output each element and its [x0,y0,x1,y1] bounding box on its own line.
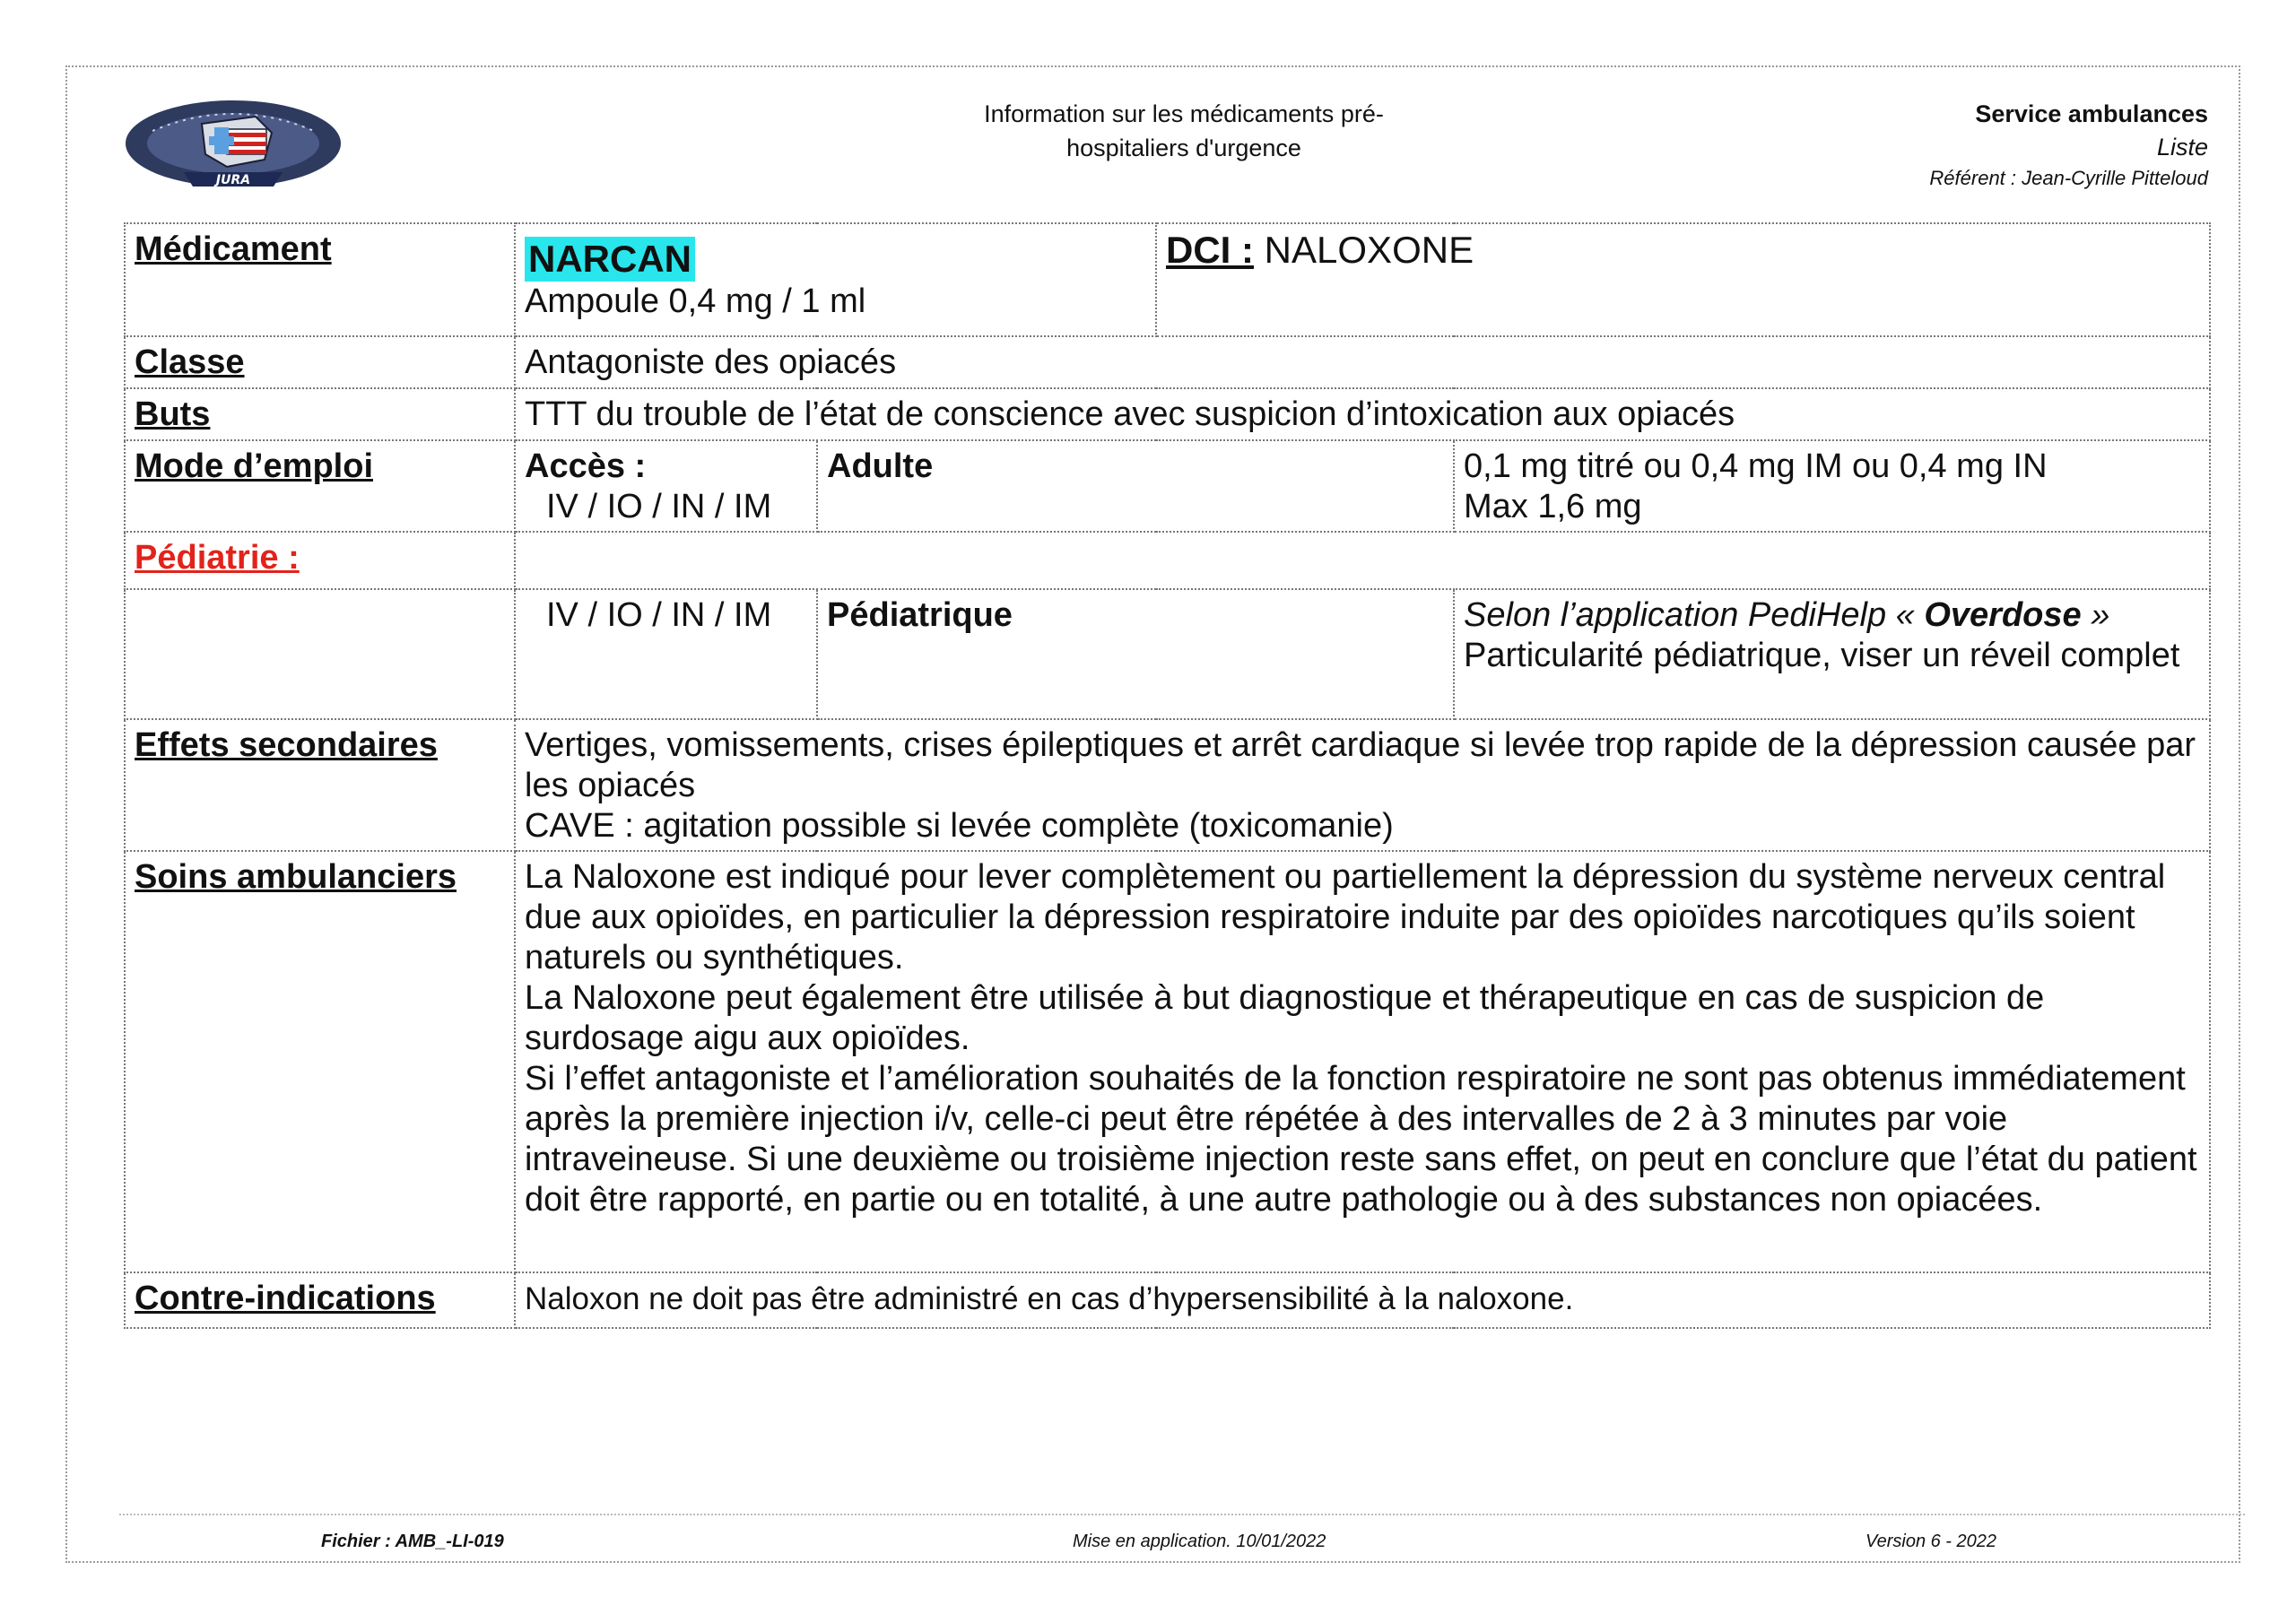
adult-max: Max 1,6 mg [1464,488,1642,525]
contre-indications-value: Naloxon ne doit pas être administré en cas d’hypersensibilité à la naloxone. [515,1272,2210,1328]
buts-label: Buts [135,395,211,433]
drug-name-highlight: NARCAN [525,237,695,282]
mode-emploi-label: Mode d’emploi [135,447,373,485]
document-type: Liste [2156,134,2208,161]
row-effets [125,719,2210,851]
ped-note: Particularité pédiatrique, viser un réveil complet [1464,637,2180,674]
title-line-1: Information sur les médicaments pré- [984,100,1384,127]
adult-dose-cell [1454,440,2210,532]
drug-form: Ampoule 0,4 mg / 1 ml [525,282,866,320]
row-pediatrie [125,589,2210,719]
drug-info-table [124,222,2211,1329]
service-info [1670,97,2208,194]
ped-pedihelp-ref: Selon l’application PediHelp « Overdose » [1464,596,2110,634]
ped-acces-cell [515,589,817,719]
medicament-name-cell [515,223,1156,336]
acces-cell [515,440,817,532]
footer-divider [119,1514,2245,1515]
acces-routes: IV / IO / IN / IM [546,488,772,525]
classe-label: Classe [135,343,245,381]
soins-cell [515,851,2210,1272]
referent: Référent : Jean-Cyrille Pitteloud [1929,167,2208,189]
document-title [915,97,1453,165]
ped-overdose-keyword: Overdose [1924,596,2082,634]
title-line-2: hospitaliers d'urgence [1066,135,1301,161]
effets-cell [515,719,2210,851]
soins-paragraph-2: La Naloxone peut également être utilisée à but diagnostique et thérapeutique en cas de suspicion de surdosage aigu aux opioïdes. [525,979,2045,1057]
jura-rescue-logo [121,97,345,195]
ped-label: Pédiatrique [817,589,1454,719]
row-contre-indications [125,1272,2210,1328]
ped-dose-cell [1454,589,2210,719]
pediatrie-empty-cell [515,532,2210,589]
footer-file: Fichier : AMB_-LI-019 [321,1532,504,1551]
effets-label: Effets secondaires [135,726,438,764]
row-soins [125,851,2210,1272]
classe-value: Antagoniste des opiacés [515,336,2210,388]
row-buts [125,388,2210,440]
adult-label: Adulte [817,440,1454,532]
dci-cell [1156,223,2210,336]
medicament-label: Médicament [135,230,332,268]
ped-acces-routes: IV / IO / IN / IM [546,596,772,634]
service-name: Service ambulances [1975,100,2208,127]
footer-version: Version 6 - 2022 [1866,1532,1997,1551]
dci-value: NALOXONE [1254,229,1474,271]
pediatrie-label: Pédiatrie : [135,539,300,577]
row-mode-emploi [125,440,2210,532]
effets-cave: CAVE : agitation possible si levée complète (toxicomanie) [525,807,1394,845]
adult-dose: 0,1 mg titré ou 0,4 mg IM ou 0,4 mg IN [1464,447,2048,485]
footer-date: Mise en application. 10/01/2022 [1073,1532,1326,1551]
row-classe [125,336,2210,388]
svg-text:JURA: JURA [215,173,251,187]
soins-label: Soins ambulanciers [135,858,457,896]
soins-paragraph-3: Si l’effet antagoniste et l’amélioration souhaités de la fonction respiratoire ne sont pas obtenus immédiatement après la première injection i/v, celle-ci peut être répétée à des intervalles de 2 à 3 minutes par voie intraveineuse. Si une deuxième ou troisième injection reste sans effet, on peut en conclure que l’état du patient doit être rapporté, en partie ou en totalité, à une autre pathologie ou à des substances non opiacées. [525,1060,2197,1219]
row-medicament [125,223,2210,336]
effets-text: Vertiges, vomissements, crises épileptiques et arrêt cardiaque si levée trop rapide de la dépression causée par les opiacés [525,726,2196,804]
buts-value: TTT du trouble de l’état de conscience avec suspicion d’intoxication aux opiacés [515,388,2210,440]
dci-label: DCI : [1166,229,1255,271]
acces-label: Accès : [525,447,647,485]
medicament-label-cell [125,223,515,336]
soins-paragraph-1: La Naloxone est indiqué pour lever complètement ou partiellement la dépression du système nerveux central due aux opioïdes, en particulier la dépression respiratoire induite par des opioïdes narcotiques qu’ils soient naturels ou synthétiques. [525,858,2166,976]
contre-indications-label: Contre-indications [135,1280,436,1317]
pediatrie-blank-cell [125,589,515,719]
row-pediatrie-header [125,532,2210,589]
